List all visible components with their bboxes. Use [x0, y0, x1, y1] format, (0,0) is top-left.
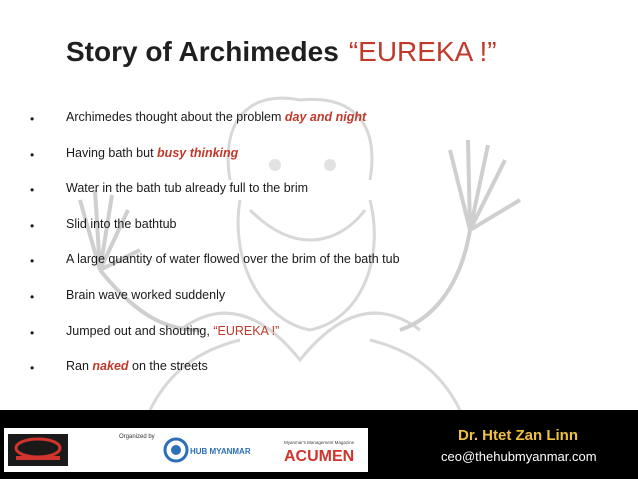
bullet-text-part: A large quantity of water flowed over the brim of the bath tub — [66, 252, 400, 267]
bullet-text-part: Brain wave worked suddenly — [66, 288, 226, 302]
bullet-text-part: Slid into the bathtub — [66, 216, 177, 231]
bullet-text-part: on the streets — [128, 359, 208, 374]
hub-myanmar-logo — [164, 434, 251, 466]
bullet-highlight: naked — [92, 359, 129, 374]
bullet-dot: • — [30, 147, 35, 162]
bullet-text — [66, 217, 177, 231]
event-logo — [8, 434, 68, 466]
bullet-dot: • — [30, 183, 35, 198]
bullet-text — [66, 324, 279, 338]
hub-logo-text: HUB MYANMAR — [190, 447, 251, 456]
bullet-dot: • — [30, 290, 35, 304]
bullet-highlight: “EUREKA !” — [213, 323, 280, 338]
organized-by-label: Organized by — [119, 434, 155, 440]
bullet-text-part: Ran — [66, 359, 93, 374]
bullet-text — [66, 252, 400, 266]
sponsor-logos — [4, 428, 368, 472]
author-email[interactable]: ceo@thehubmyanmar.com — [441, 449, 597, 464]
bullet-text — [66, 359, 208, 373]
bullet-text-part: Water in the bath tub already full to the brim — [66, 181, 309, 196]
bullet-text — [66, 146, 238, 160]
bullet-dot: • — [30, 112, 35, 126]
acumen-logo — [284, 436, 364, 466]
bullet-highlight: busy thinking — [157, 145, 239, 160]
bullet-text — [66, 181, 308, 195]
acumen-logo-text: ACUMEN — [284, 448, 355, 465]
bullet-text — [66, 288, 225, 302]
bullet-text-part: Having bath but — [66, 145, 158, 160]
title-main: Story of Archimedes — [66, 36, 339, 67]
bullet-text-part: Archimedes thought about the problem — [66, 110, 285, 124]
bullet-text-part: Jumped out and shouting, — [66, 323, 214, 338]
title-accent: “EUREKA !” — [348, 36, 497, 67]
author-name: Dr. Htet Zan Linn — [458, 427, 578, 444]
acumen-tagline: Myanmar's Management Magazine — [284, 440, 355, 445]
bullet-text — [66, 110, 366, 124]
bullet-dot: • — [30, 325, 35, 340]
bullet-dot: • — [30, 361, 35, 376]
bullet-dot: • — [30, 254, 35, 269]
bullet-dot: • — [30, 218, 35, 233]
slide-title — [66, 36, 497, 68]
bullet-highlight: day and night — [284, 110, 367, 124]
footer-bar — [0, 410, 638, 479]
